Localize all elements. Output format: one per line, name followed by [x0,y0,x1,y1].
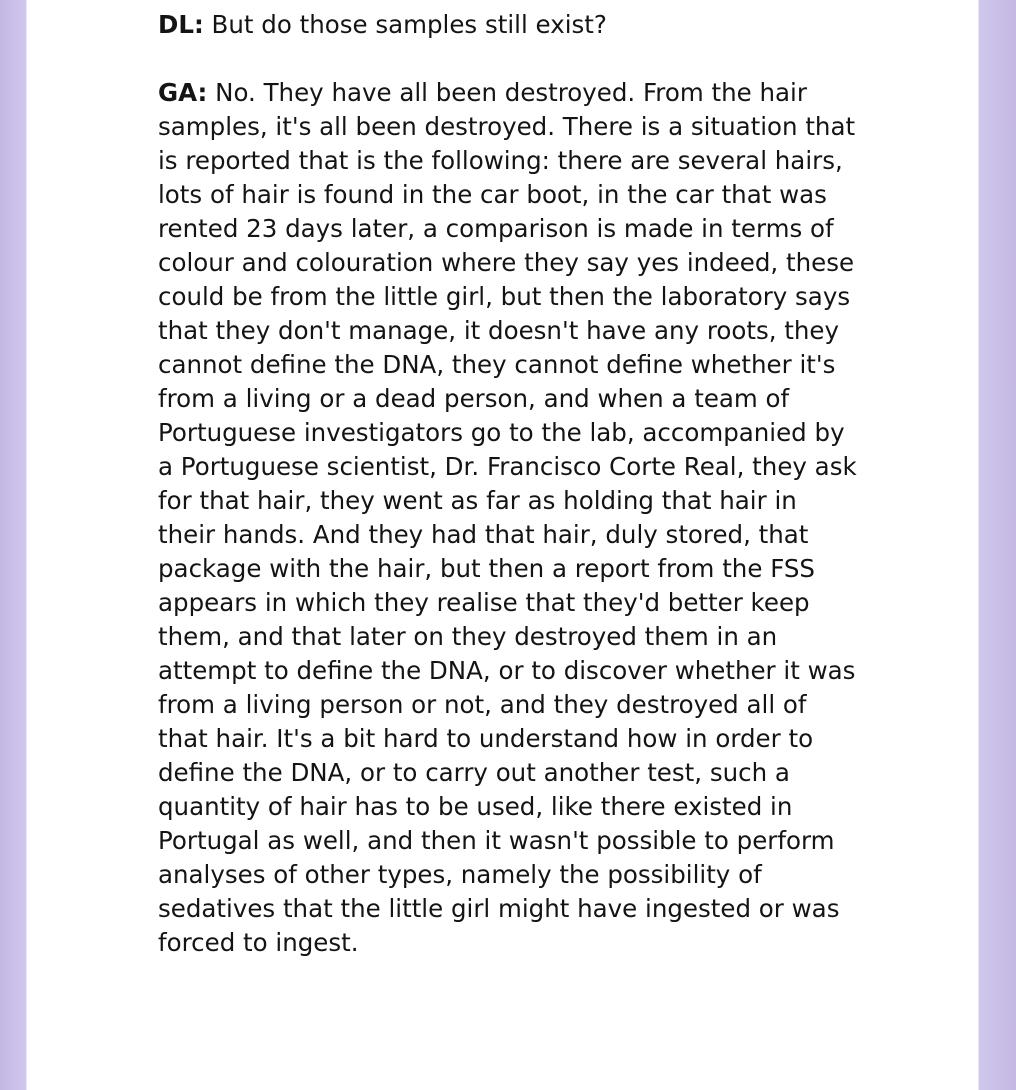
transcript-question [158,8,858,42]
question-text: But do those samples still exist? [211,10,607,39]
transcript-body [158,8,858,994]
transcript-answer [158,76,858,960]
speaker-label: GA: [158,78,208,107]
speaker-label: DL: [158,10,204,39]
answer-text: No. They have all been destroyed. From the hair samples, it's all been destroyed. There is a situation that is reported that is the following: there are several hairs, lots of hair is found in the car boot, in the car that was rented 23 days later, a comparison is made in terms of colour and colouration where they say yes indeed, these could be from the little girl, but then the laboratory says that they don't manage, it doesn't have any roots, they cannot define the DNA, they cannot define whether it's from a living or a dead person, and when a team of Portuguese investigators go to the lab, accompanied by a Portuguese scientist, Dr. Francisco Corte Real, they ask for that hair, they went as far as holding that hair in their hands. And they had that hair, duly stored, that package with the hair, but then a report from the FSS appears in which they realise that they'd better keep them, and that later on they destroyed them in an attempt to define the DNA, or to discover whether it was from a living person or not, and they destroyed all of that hair. It's a bit hard to understand how in order to define the DNA, or to carry out another test, such a quantity of hair has to be used, like there existed in Portugal as well, and then it wasn't possible to perform analyses of other types, namely the possibility of sedatives that the little girl might have ingested or was forced to ingest. [158,78,857,957]
